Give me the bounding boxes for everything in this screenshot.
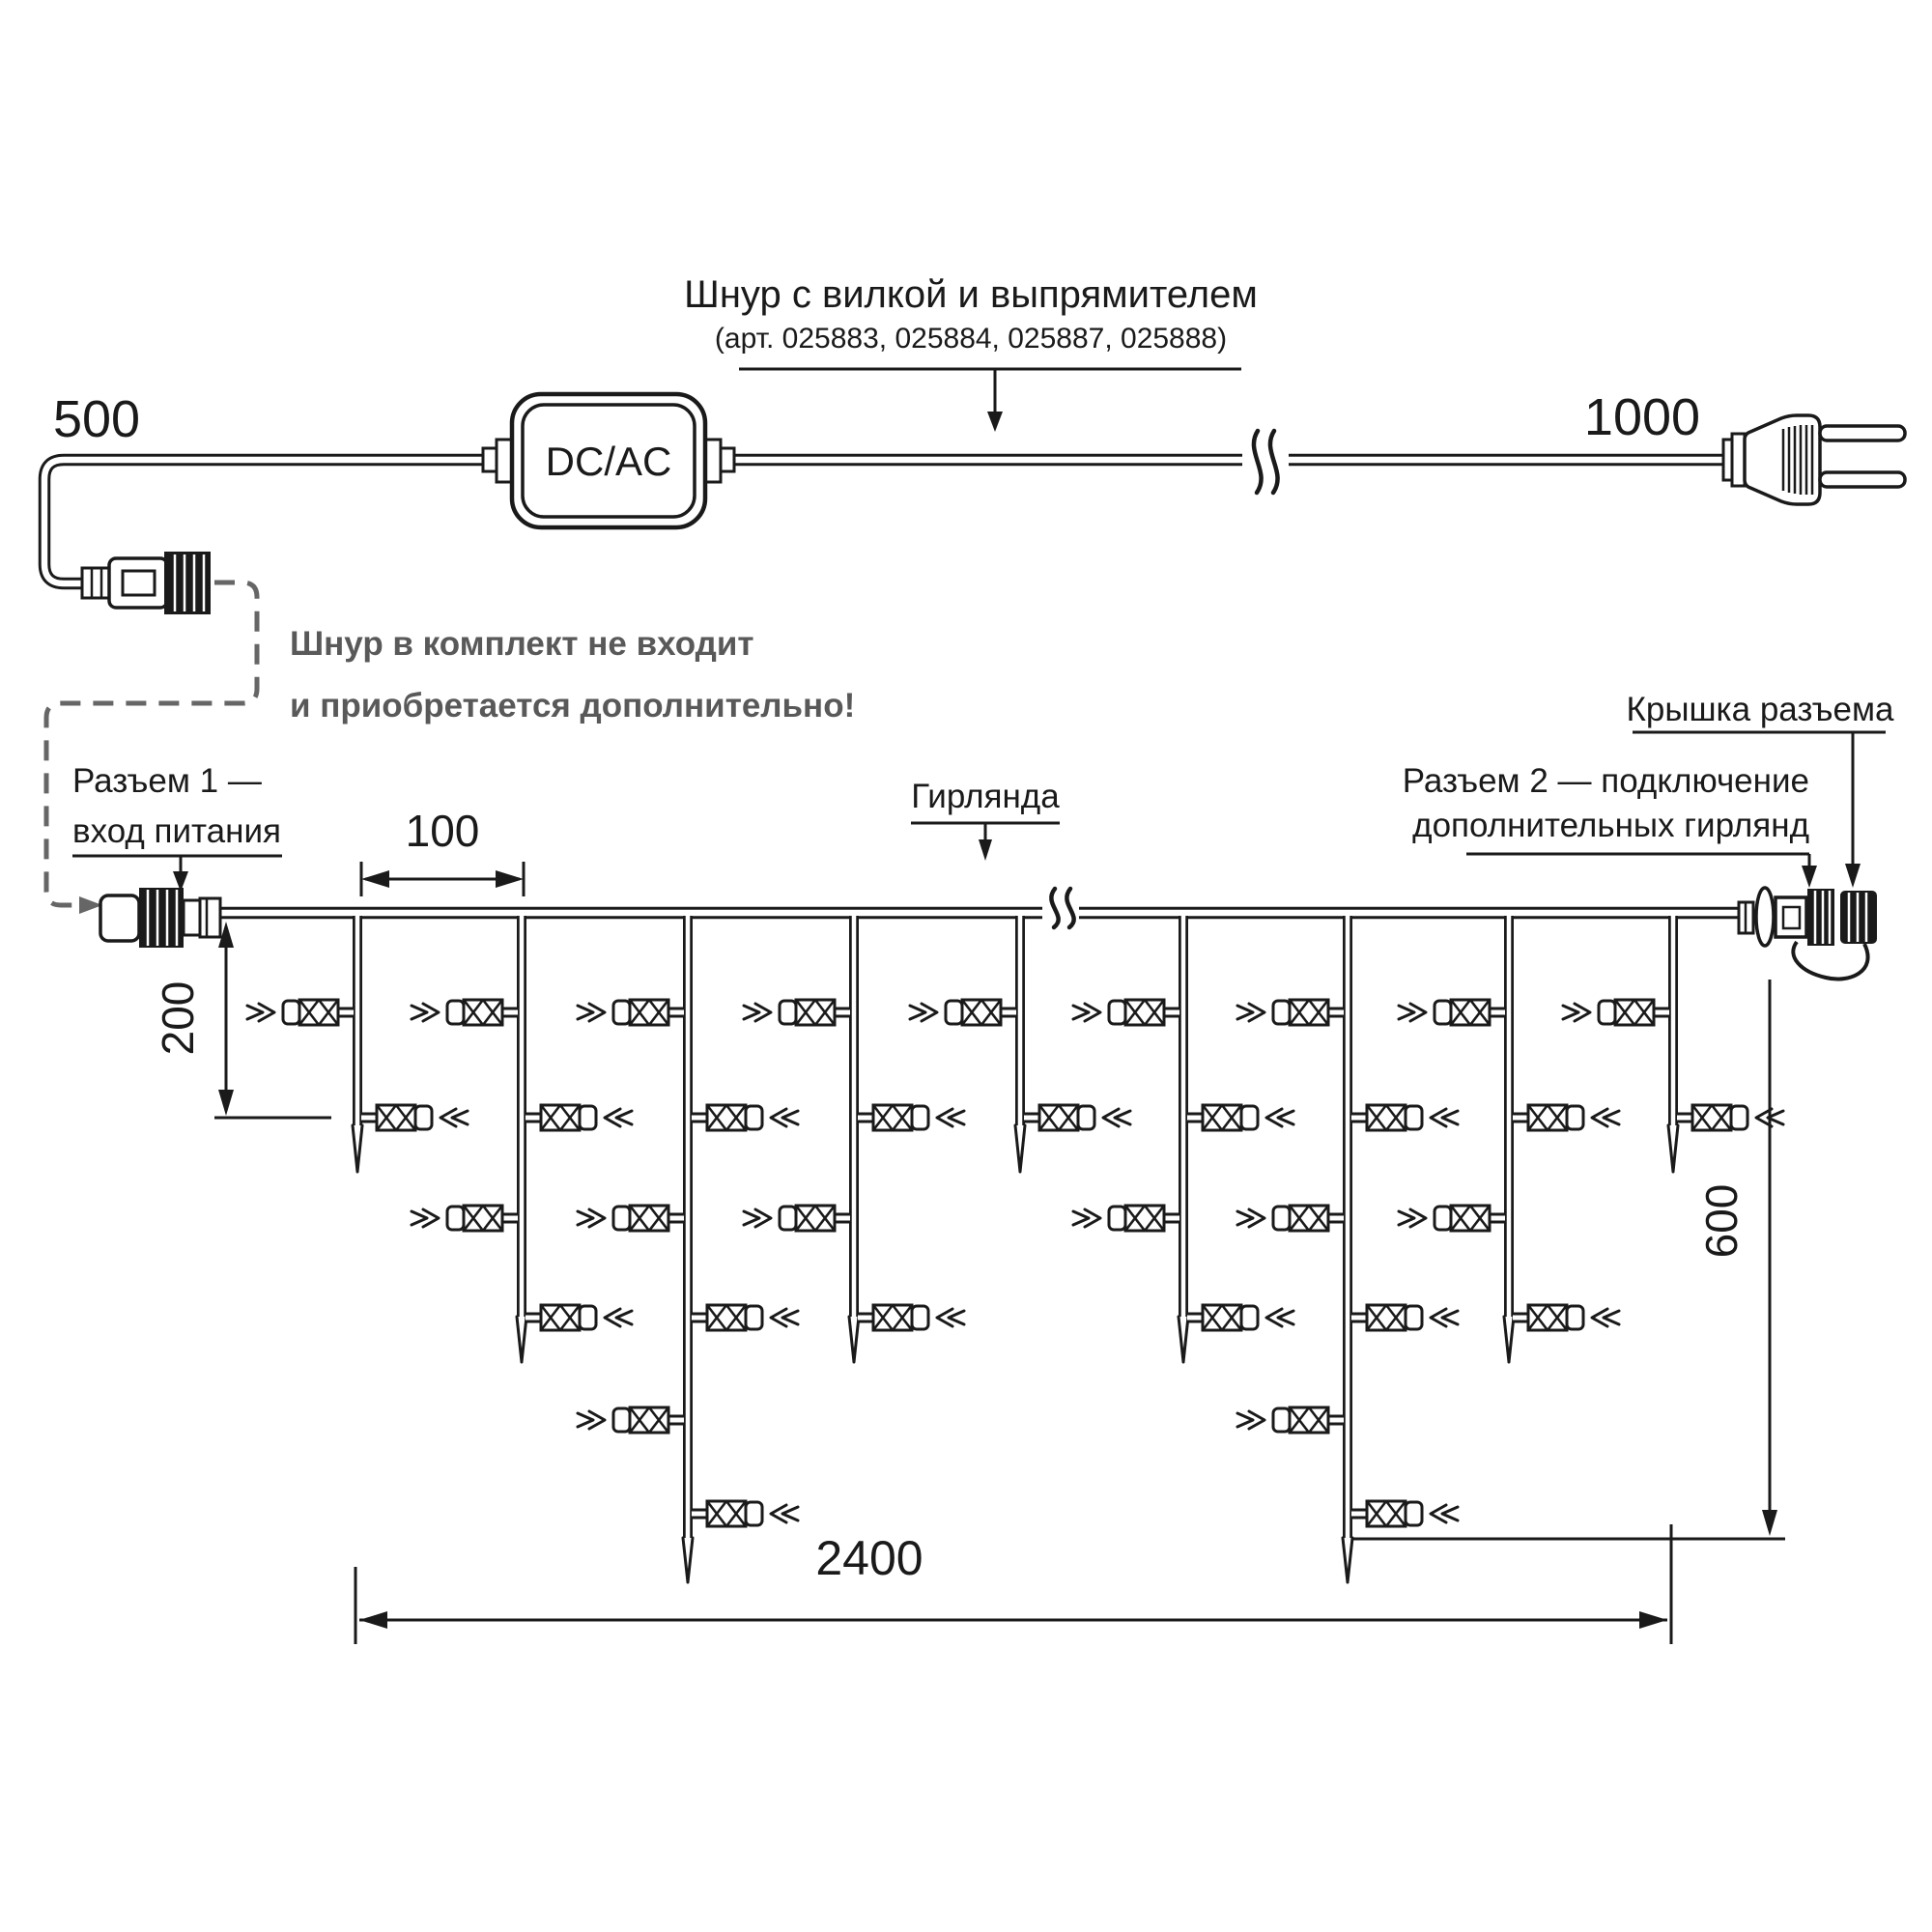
bulb-icon [1351, 1105, 1458, 1130]
garland-callout [911, 778, 1060, 861]
bulb-icon [1351, 1305, 1458, 1330]
garland-drop [1237, 916, 1458, 1582]
dimension-100-label: 100 [405, 806, 480, 856]
light-direction-icon [782, 1111, 798, 1124]
dimension-arrowhead-icon [359, 1611, 387, 1629]
bulb-icon [1351, 1501, 1458, 1526]
dimension-arrowhead-icon [496, 870, 524, 888]
bulb-icon [526, 1305, 632, 1330]
bulb-icon [692, 1501, 798, 1526]
bulb-icon [1399, 1206, 1505, 1231]
cap-label: Крышка разъема [1626, 691, 1894, 728]
callout-arrowhead-icon [987, 412, 1003, 432]
bulb-icon [858, 1305, 964, 1330]
light-direction-icon [1442, 1111, 1458, 1124]
dimension-2400-label: 2400 [815, 1531, 923, 1585]
light-direction-icon [949, 1311, 964, 1324]
bulb-icon [1563, 1000, 1669, 1025]
garland-drop [1073, 916, 1293, 1362]
dcac-converter-box [483, 394, 734, 527]
connector2-icon [1739, 888, 1877, 980]
power-cord-connector-icon [82, 553, 210, 613]
light-direction-icon [578, 1006, 593, 1019]
connector1-callout [72, 762, 282, 892]
light-direction-icon [1604, 1311, 1619, 1324]
cord-title-callout [684, 273, 1258, 432]
bulb-icon [1237, 1000, 1344, 1025]
garland-drop [1563, 916, 1783, 1172]
callout-arrowhead-icon [1845, 864, 1861, 888]
bulb-icon [1187, 1105, 1293, 1130]
light-direction-icon [1563, 1006, 1578, 1019]
wire-break-gap [1242, 433, 1289, 487]
light-direction-icon [1115, 1111, 1130, 1124]
light-direction-icon [782, 1311, 798, 1324]
bulb-icon [1073, 1000, 1179, 1025]
bulb-icon [910, 1000, 1016, 1025]
dimension-100 [361, 806, 524, 896]
light-direction-icon [1399, 1211, 1414, 1225]
dimension-2400 [355, 1524, 1671, 1644]
garland-drop [247, 916, 468, 1172]
connector2-callout [1403, 762, 1817, 888]
bulb-icon [412, 1000, 518, 1025]
bulb-icon [247, 1000, 354, 1025]
garland-drop [744, 916, 964, 1362]
connector1-label-line1: Разъем 1 — [72, 762, 262, 800]
dimension-arrowhead-icon [1762, 1510, 1777, 1536]
light-direction-icon [1073, 1211, 1089, 1225]
light-direction-icon [578, 1211, 593, 1225]
bulb-icon [1237, 1407, 1344, 1433]
dimension-arrowhead-icon [218, 1090, 234, 1116]
light-direction-icon [1442, 1311, 1458, 1324]
callout-arrowhead-icon [1802, 866, 1817, 888]
light-direction-icon [910, 1006, 925, 1019]
bulb-icon [578, 1407, 684, 1433]
garland-drops-layer [247, 916, 1783, 1582]
bulb-icon [1024, 1105, 1130, 1130]
connector2-label-line1: Разъем 2 — подключение [1402, 762, 1809, 800]
bulb-icon [361, 1105, 468, 1130]
bulb-icon [1399, 1000, 1505, 1025]
light-direction-icon [744, 1211, 759, 1225]
light-direction-icon [1073, 1006, 1089, 1019]
dimension-200-label: 200 [153, 980, 203, 1056]
bulb-icon [1237, 1206, 1344, 1231]
bulb-icon [692, 1305, 798, 1330]
label-500: 500 [52, 390, 141, 448]
power-plug-icon [1723, 415, 1905, 504]
bulb-icon [412, 1206, 518, 1231]
note-line1: Шнур в комплект не входит [290, 625, 754, 663]
light-direction-icon [616, 1111, 632, 1124]
bulb-icon [1513, 1105, 1619, 1130]
bulb-icon [744, 1206, 850, 1231]
bulb-icon [858, 1105, 964, 1130]
bulb-icon [1513, 1305, 1619, 1330]
bulb-icon [526, 1105, 632, 1130]
bulb-icon [692, 1105, 798, 1130]
bulb-icon [1187, 1305, 1293, 1330]
label-1000: 1000 [1583, 388, 1701, 446]
garland-drop [910, 916, 1130, 1172]
light-direction-icon [452, 1111, 468, 1124]
light-direction-icon [616, 1311, 632, 1324]
bulb-icon [1677, 1105, 1783, 1130]
cord-note [290, 625, 855, 724]
garland-drop [1399, 916, 1619, 1362]
dimension-600-label: 600 [1696, 1183, 1747, 1259]
light-direction-icon [578, 1413, 593, 1427]
light-direction-icon [1278, 1111, 1293, 1124]
connector1-label-line2: вход питания [72, 812, 281, 850]
power-cord-right-wire [732, 431, 1727, 493]
light-direction-icon [412, 1211, 427, 1225]
dimension-arrowhead-icon [361, 870, 389, 888]
dimension-arrowhead-icon [1639, 1611, 1667, 1629]
cord-title: Шнур с вилкой и выпрямителем [684, 273, 1258, 316]
connector1-icon [100, 888, 220, 948]
dimension-600 [1352, 980, 1785, 1539]
dashed-connection-path [46, 582, 257, 914]
garland-drop [412, 916, 632, 1362]
garland-label: Гирлянда [911, 778, 1060, 815]
light-direction-icon [1237, 1413, 1253, 1427]
bulb-icon [1073, 1206, 1179, 1231]
callout-arrowhead-icon [979, 839, 992, 861]
bulb-icon [578, 1206, 684, 1231]
light-direction-icon [247, 1006, 263, 1019]
note-line2: и приобретается дополнительно! [290, 687, 856, 724]
cap-leash [1793, 942, 1867, 980]
dcac-label: DC/AC [545, 439, 672, 484]
light-direction-icon [412, 1006, 427, 1019]
light-direction-icon [1442, 1507, 1458, 1520]
bulb-icon [744, 1000, 850, 1025]
bulb-icon [578, 1000, 684, 1025]
light-direction-icon [744, 1006, 759, 1019]
light-direction-icon [949, 1111, 964, 1124]
light-direction-icon [1237, 1006, 1253, 1019]
cord-subtitle: (арт. 025883, 025884, 025887, 025888) [714, 323, 1228, 355]
light-direction-icon [1278, 1311, 1293, 1324]
light-direction-icon [1604, 1111, 1619, 1124]
light-direction-icon [782, 1507, 798, 1520]
light-direction-icon [1399, 1006, 1414, 1019]
connector2-label-line2: дополнительных гирлянд [1412, 807, 1809, 844]
light-direction-icon [1237, 1211, 1253, 1225]
